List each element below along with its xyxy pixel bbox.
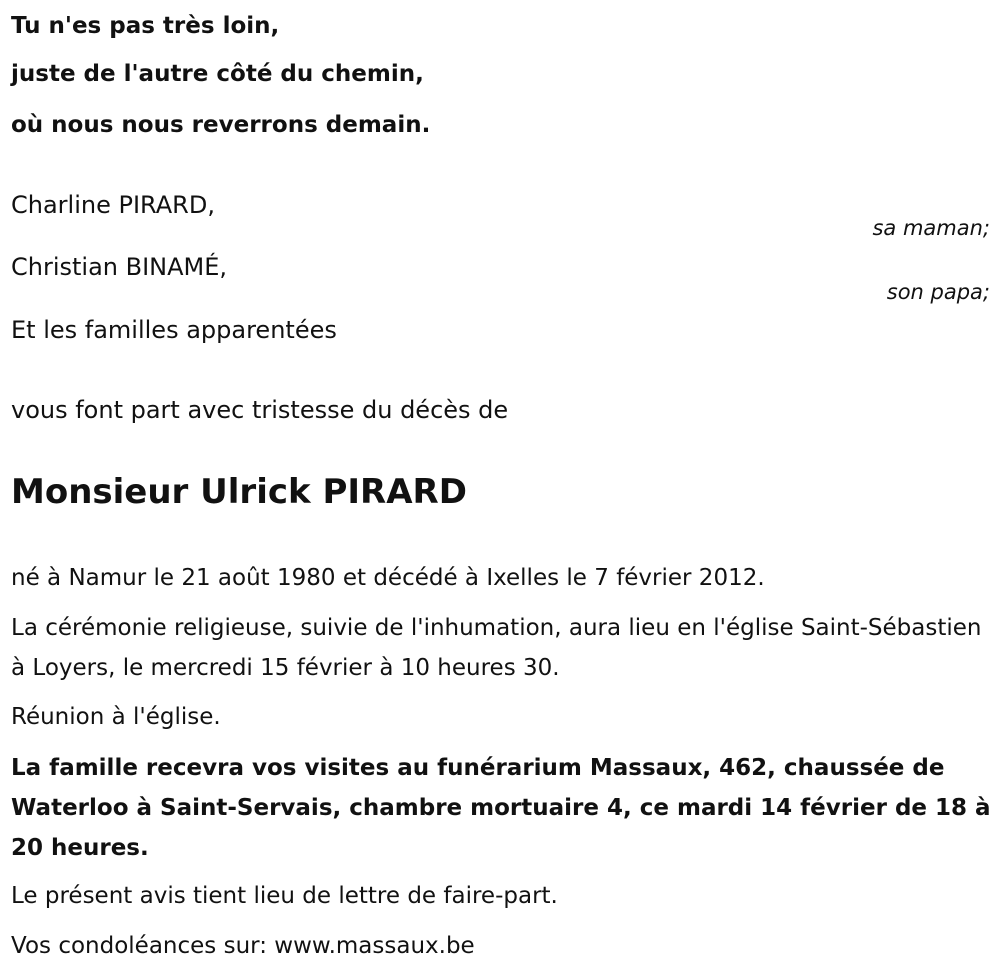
father-role: son papa; [886,280,990,304]
mother-name: Charline PIRARD, [11,191,215,219]
condolences-line: Vos condoléances sur: www.massaux.be [11,933,475,959]
poem-line-2: juste de l'autre côté du chemin, [11,61,424,87]
birth-death-line: né à Namur le 21 août 1980 et décédé à Ixelles le 7 février 2012. [11,565,765,591]
announcement-intro: vous font part avec tristesse du décès de [11,396,509,424]
poem-line-1: Tu n'es pas très loin, [11,13,280,39]
notice-line: Le présent avis tient lieu de lettre de faire-part. [11,883,558,909]
relatives-line: Et les familles apparentées [11,316,337,344]
deceased-name: Monsieur Ulrick PIRARD [11,472,467,512]
visits-paragraph: La famille recevra vos visites au funérarium Massaux, 462, chaussée de Waterloo à Saint-Servais, chambre mortuaire 4, ce mardi 14 février de 18 à 20 heures. [11,755,991,861]
mother-role: sa maman; [872,216,990,240]
ceremony-paragraph: La cérémonie religieuse, suivie de l'inhumation, aura lieu en l'église Saint-Sébastien à Loyers, le mercredi 15 février à 10 heures 30. [11,615,982,681]
poem-line-3: où nous nous reverrons demain. [11,112,431,138]
father-name: Christian BINAMÉ, [11,253,228,281]
meeting-line: Réunion à l'église. [11,704,221,730]
